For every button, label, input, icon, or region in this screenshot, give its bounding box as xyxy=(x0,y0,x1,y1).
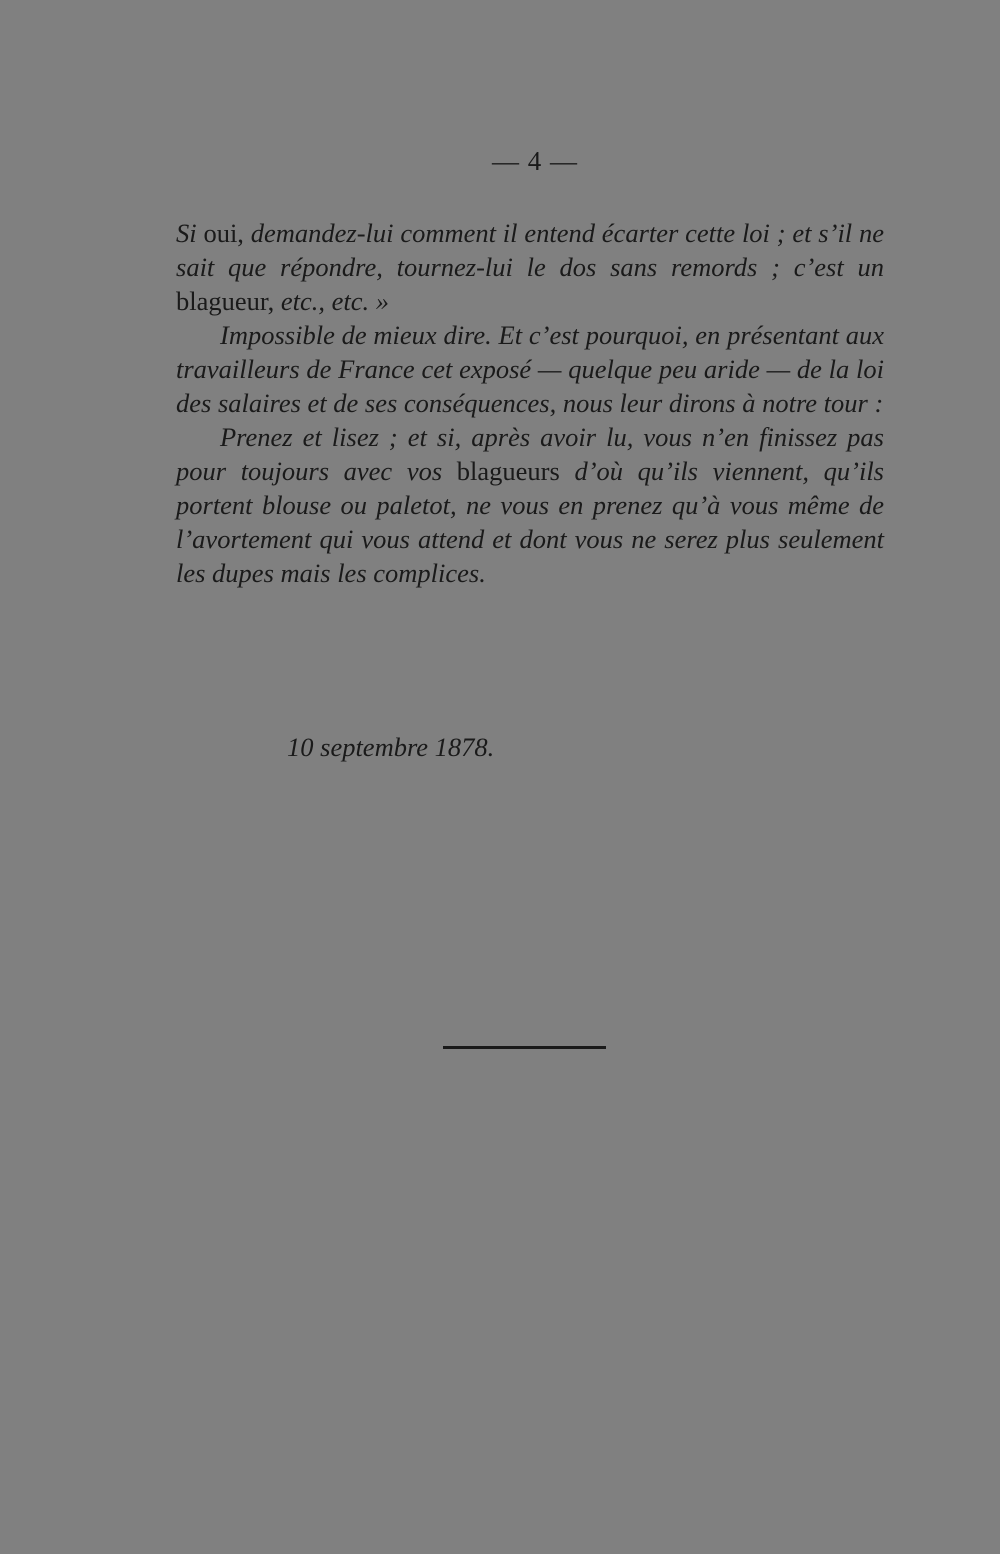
text-segment: Prenez et lisez ; et si, après avoir lu, vous n’en finissez pas pour toujours avec vos xyxy=(176,422,884,486)
paragraph-3 xyxy=(176,420,884,590)
text-segment: Si xyxy=(176,218,204,248)
date-line: 10 septembre 1878. xyxy=(287,732,495,762)
text-segment: oui, xyxy=(203,218,251,248)
page-number: — 4 — xyxy=(492,146,578,176)
paragraph-1 xyxy=(176,216,884,318)
paragraph-2 xyxy=(176,318,884,420)
text-segment: blagueur, xyxy=(176,286,281,316)
body-text xyxy=(176,216,884,590)
text-segment: demandez-lui comment il entend écarter cette loi ; et s’il ne sait que répondre, tournez-lui le dos sans remords ; c’est un xyxy=(176,218,884,282)
end-rule xyxy=(443,1046,606,1049)
text-segment: etc., etc. » xyxy=(280,286,390,316)
text-segment: blagueurs xyxy=(456,456,575,486)
text-segment: d’où qu’ils viennent, qu’ils portent blouse ou paletot, ne vous en prenez qu’à vous même de l’avortement qui vous attend et dont vous ne serez plus seulement les dupes mais les complices. xyxy=(176,456,884,588)
text-segment: Impossible de mieux dire. Et c’est pourquoi, en présentant aux travailleurs de France cet exposé — quelque peu aride — de la loi des salaires et de ses conséquences, nous leur dirons à notre tour : xyxy=(176,320,884,418)
